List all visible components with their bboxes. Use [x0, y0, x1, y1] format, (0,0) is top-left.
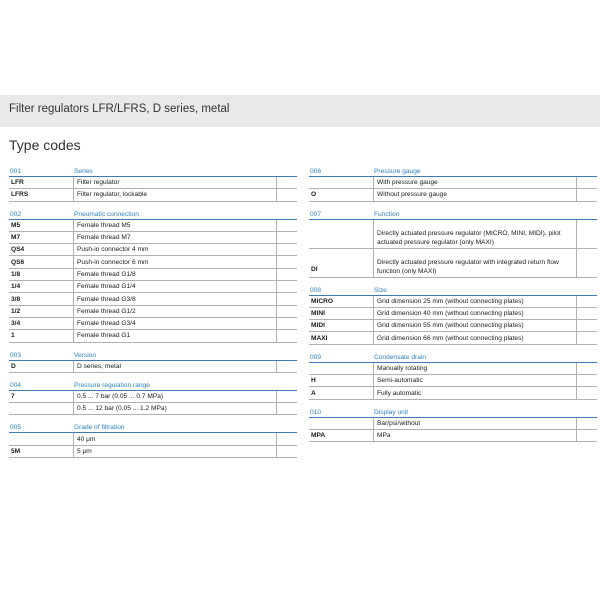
blank-cell: [577, 387, 597, 398]
description-cell: Female thread G3/4: [74, 318, 277, 329]
section-number: 008: [310, 286, 322, 294]
section-label: Pneumatic connection: [74, 210, 139, 218]
description-cell: 5 μm: [74, 446, 277, 457]
description-cell: Bar/psi/without: [374, 418, 577, 429]
table-row: [9, 306, 297, 318]
table-row: [309, 296, 597, 308]
table-row: [9, 391, 297, 403]
table-row: [309, 430, 597, 442]
section-number: 005: [10, 424, 22, 432]
section-label: Version: [74, 351, 96, 359]
code-cell: 1: [9, 330, 74, 341]
section-header: [309, 350, 597, 363]
section-header: [9, 164, 297, 177]
blank-cell: [277, 269, 297, 280]
code-cell: 7: [9, 391, 74, 402]
type-code-section: [9, 348, 297, 373]
blank-cell: [277, 177, 297, 188]
type-code-section: [9, 378, 297, 416]
description-cell: 0.5 ... 12 bar (0.05 ... 1.2 MPa): [74, 403, 277, 414]
blank-cell: [577, 189, 597, 200]
type-code-section: [9, 164, 297, 202]
blank-cell: [277, 281, 297, 292]
description-cell: 0.5 ... 7 bar (0.05 ... 0.7 MPa): [74, 391, 277, 402]
code-cell: DI: [309, 249, 374, 277]
blank-cell: [277, 220, 297, 231]
description-cell: Grid dimension 40 mm (without connecting plates): [374, 308, 577, 319]
section-number: 007: [310, 210, 322, 218]
table-row: [309, 418, 597, 430]
blank-cell: [577, 418, 597, 429]
description-cell: MPa: [374, 430, 577, 441]
section-label: Pressure regulation range: [74, 381, 150, 389]
section-label: Series: [74, 168, 93, 175]
section-number: 002: [10, 210, 22, 218]
code-cell: MPA: [309, 430, 374, 441]
table-row: [309, 387, 597, 399]
section-header: [309, 405, 597, 418]
code-cell: M7: [9, 232, 74, 243]
table-row: [9, 177, 297, 189]
code-cell: [309, 177, 374, 188]
code-cell: 3/8: [9, 293, 74, 304]
table-row: [309, 308, 597, 320]
table-row: [9, 220, 297, 232]
table-row: [9, 281, 297, 293]
table-row: [9, 403, 297, 415]
table-row: [309, 332, 597, 344]
type-code-section: [9, 207, 297, 343]
table-row: [309, 189, 597, 201]
section-label: Size: [374, 286, 387, 294]
blank-cell: [577, 320, 597, 331]
code-cell: [9, 433, 74, 444]
blank-cell: [577, 220, 597, 248]
blank-cell: [277, 232, 297, 243]
section-header: [309, 207, 597, 220]
description-cell: With pressure gauge: [374, 177, 577, 188]
section-header: [309, 283, 597, 296]
table-row: [9, 361, 297, 373]
description-cell: Directly actuated pressure regulator (MICRO, MINI, MIDI), pilot actuated pressure regulator (only MAXI): [374, 220, 577, 248]
description-cell: Directly actuated pressure regulator with integrated return flow function (only MAXI): [374, 249, 577, 277]
section-label: Condensate drain: [374, 353, 427, 361]
table-row: [9, 232, 297, 244]
code-cell: H: [309, 375, 374, 386]
blank-cell: [277, 446, 297, 457]
code-cell: MIDI: [309, 320, 374, 331]
table-row: [9, 269, 297, 281]
table-row: [9, 318, 297, 330]
description-cell: Push-in connector 4 mm: [74, 244, 277, 255]
description-cell: Female thread G3/8: [74, 293, 277, 304]
blank-cell: [277, 433, 297, 444]
code-cell: LFRS: [9, 189, 74, 200]
section-number: 003: [10, 351, 22, 359]
section-number: 009: [310, 353, 322, 361]
description-cell: Manually rotating: [374, 363, 577, 374]
section-number: 001: [10, 168, 22, 175]
type-code-section: [309, 207, 597, 278]
blank-cell: [577, 308, 597, 319]
description-cell: Grid dimension 25 mm (without connecting plates): [374, 296, 577, 307]
description-cell: Female thread M5: [74, 220, 277, 231]
blank-cell: [277, 318, 297, 329]
blank-cell: [277, 403, 297, 414]
table-row: [9, 293, 297, 305]
code-cell: [309, 363, 374, 374]
type-code-section: [309, 164, 597, 202]
table-row: [9, 189, 297, 201]
section-header: [9, 420, 297, 433]
table-row: [309, 177, 597, 189]
type-code-section: [309, 283, 597, 345]
blank-cell: [277, 244, 297, 255]
blank-cell: [277, 189, 297, 200]
blank-cell: [277, 391, 297, 402]
code-cell: A: [309, 387, 374, 398]
table-row: [309, 320, 597, 332]
description-cell: D series, metal: [74, 361, 277, 372]
page-heading: Type codes: [9, 137, 81, 153]
section-header: [9, 207, 297, 220]
section-number: 004: [10, 381, 22, 389]
blank-cell: [577, 332, 597, 343]
blank-cell: [577, 363, 597, 374]
description-cell: Filter regulator, lockable: [74, 189, 277, 200]
blank-cell: [277, 256, 297, 267]
code-cell: [309, 418, 374, 429]
description-cell: Female thread G1/4: [74, 281, 277, 292]
table-row: [9, 330, 297, 342]
code-cell: QS6: [9, 256, 74, 267]
blank-cell: [277, 330, 297, 341]
code-cell: [309, 220, 374, 248]
type-code-section: [309, 350, 597, 400]
header-band: [0, 95, 600, 127]
table-row: [9, 433, 297, 445]
code-cell: [9, 403, 74, 414]
blank-cell: [577, 296, 597, 307]
table-row: [309, 363, 597, 375]
code-cell: QS4: [9, 244, 74, 255]
right-column: [309, 164, 597, 447]
blank-cell: [277, 361, 297, 372]
table-row: [9, 244, 297, 256]
code-cell: MINI: [309, 308, 374, 319]
type-code-section: [309, 405, 597, 443]
description-cell: Female thread M7: [74, 232, 277, 243]
table-row: [309, 375, 597, 387]
code-cell: MAXI: [309, 332, 374, 343]
code-cell: O: [309, 189, 374, 200]
description-cell: Filter regulator: [74, 177, 277, 188]
code-cell: M5: [9, 220, 74, 231]
blank-cell: [577, 375, 597, 386]
section-number: 006: [310, 168, 322, 175]
code-cell: LFR: [9, 177, 74, 188]
table-row: [9, 256, 297, 268]
description-cell: Female thread G1: [74, 330, 277, 341]
section-header: [309, 164, 597, 177]
section-label: Display unit: [374, 408, 409, 416]
description-cell: Grid dimension 66 mm (without connecting plates): [374, 332, 577, 343]
code-cell: 5M: [9, 446, 74, 457]
section-label: Function: [374, 210, 400, 218]
code-cell: 1/4: [9, 281, 74, 292]
blank-cell: [277, 293, 297, 304]
description-cell: Push-in connector 6 mm: [74, 256, 277, 267]
code-cell: D: [9, 361, 74, 372]
section-label: Pressure gauge: [374, 168, 421, 175]
document-title: Filter regulators LFR/LFRS, D series, metal: [9, 103, 230, 115]
code-cell: 1/2: [9, 306, 74, 317]
section-header: [9, 378, 297, 391]
type-code-section: [9, 420, 297, 458]
description-cell: Grid dimension 55 mm (without connecting plates): [374, 320, 577, 331]
blank-cell: [577, 177, 597, 188]
code-cell: MICRO: [309, 296, 374, 307]
section-label: Grade of filtration: [74, 424, 125, 432]
left-column: [9, 164, 297, 463]
description-cell: Semi-automatic: [374, 375, 577, 386]
table-row: [309, 249, 597, 278]
blank-cell: [577, 249, 597, 277]
table-row: [309, 220, 597, 249]
table-row: [9, 446, 297, 458]
code-cell: 3/4: [9, 318, 74, 329]
code-cell: 1/8: [9, 269, 74, 280]
description-cell: Fully automatic: [374, 387, 577, 398]
description-cell: Female thread G1/8: [74, 269, 277, 280]
description-cell: Without pressure gauge: [374, 189, 577, 200]
section-number: 010: [310, 408, 322, 416]
section-header: [9, 348, 297, 361]
blank-cell: [577, 430, 597, 441]
description-cell: Female thread G1/2: [74, 306, 277, 317]
blank-cell: [277, 306, 297, 317]
description-cell: 40 μm: [74, 433, 277, 444]
